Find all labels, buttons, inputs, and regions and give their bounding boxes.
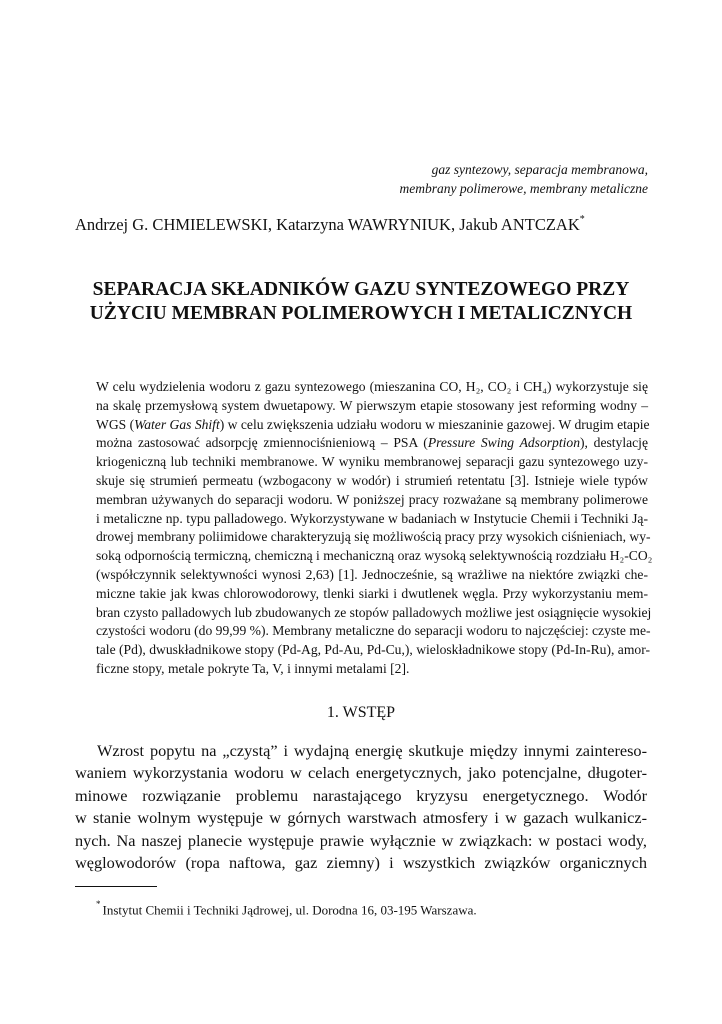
abstract-line: kriogeniczną lub techniki membranowe. W wyniku membranowej separacji gazu syntezowego uzy- [96,454,648,470]
keywords-line-2: membrany polimerowe, membrany metaliczne [399,181,648,196]
body-line: nych. Na naszej planecie występuje prawie wyłącznie w związkach: w postaci wody, [75,830,647,850]
abstract-line: membran używanych do separacji wodoru. W poniższej pracy rozważane są membrany polimerowe [96,491,648,507]
body-line: waniem wykorzystania wodoru w celach energetycznych, jako potencjalne, długoter- [75,763,647,783]
abstract-line: miczne takie jak kwas chlorowodorowy, tlenki siarki i dwutlenek węgla. Przy wykorzystaniu mem- [96,585,648,601]
abstract-line: można zastosować adsorpcję zmiennociśnieniową – PSA (Pressure Swing Adsorption), destylację [96,435,648,451]
footnote-separator [75,886,157,887]
abstract-line: soką odpornością termiczną, chemiczną i mechaniczną oraz wysoką selektywnością rozdziału H₂-CO₂ [96,548,653,564]
abstract [96,378,653,679]
abstract-line: ficzne stopy, metale pokryte Ta, V, i innymi metalami [2]. [96,660,410,676]
footnote-text: Instytut Chemii i Techniki Jądrowej, ul. Dorodna 16, 03-195 Warszawa. [102,902,477,918]
abstract-line: czystości wodoru (do 99,99 %). Membrany metaliczne do separacji wodoru to najczęściej: czyste me- [96,623,651,639]
body-line: węglowodorów (ropa naftowa, gaz ziemny) i wszystkich związków organicznych [75,852,647,872]
author-list [75,215,655,235]
author-names: Andrzej G. CHMIELEWSKI, Katarzyna WAWRYNIUK, Jakub ANTCZAK [75,215,580,234]
footnote-mark: * [96,899,101,909]
abstract-line: (współczynnik selektywności wynosi 2,63) [1]. Jednocześnie, są wrażliwe na niektóre związki che- [96,566,648,582]
keywords-block [248,160,648,198]
keywords-line-1: gaz syntezowy, separacja membranowa, [431,162,648,177]
title-line-1: SEPARACJA SKŁADNIKÓW GAZU SYNTEZOWEGO PRZY [92,279,630,300]
body-line: w stanie wolnym występuje w górnych warstwach atmosfery i w gazach wulkanicz- [75,808,647,828]
abstract-line: drowej membrany poliimidowe charakteryzują się możliwością pracy przy wysokich ciśnieniach, wy- [96,529,651,545]
abstract-line: bran czysto palladowych lub zbudowanych ze stopów palladowych możliwe jest osiągnięcie wysokiej [96,604,652,620]
title-line-2: UŻYCIU MEMBRAN POLIMEROWYCH I METALICZNYCH [89,303,633,324]
abstract-line: i metaliczne np. typu palladowego. Wykorzystywane w badaniach w Instytucie Chemii i Techniki Ją- [96,510,648,526]
author-footnote-mark: * [579,213,585,225]
abstract-line: na skalę przemysłową system dwuetapowy. W pierwszym etapie stosowany jest reforming wodny – [96,397,648,413]
abstract-line: skuje się strumień permeatu (wzbogacony w wodór) i strumień retentatu [3]. Istnieje wiele typów [96,472,648,488]
paper-title [60,278,662,326]
body-text [75,740,647,874]
footnote [96,901,656,918]
abstract-line: WGS (Water Gas Shift) w celu zwiększenia udziału wodoru w mieszaninie gazowej. W drugim etapie [96,416,650,432]
section-heading: 1. WSTĘP [326,704,396,721]
body-line: Wzrost popytu na „czystą” i wydajną energię skutkuje między innymi zaintereso- [97,741,647,760]
abstract-line: tale (Pd), dwuskładnikowe stopy (Pd-Ag, Pd-Au, Pd-Cu,), wieloskładnikowe stopy (Pd-In-Ru), amor- [96,642,650,658]
abstract-line: W celu wydzielenia wodoru z gazu syntezowego (mieszanina CO, H₂, CO₂ i CH₄) wykorzystuje się [96,379,648,394]
body-line: minowe rozwiązanie problemu narastającego kryzysu energetycznego. Wodór [75,785,647,805]
